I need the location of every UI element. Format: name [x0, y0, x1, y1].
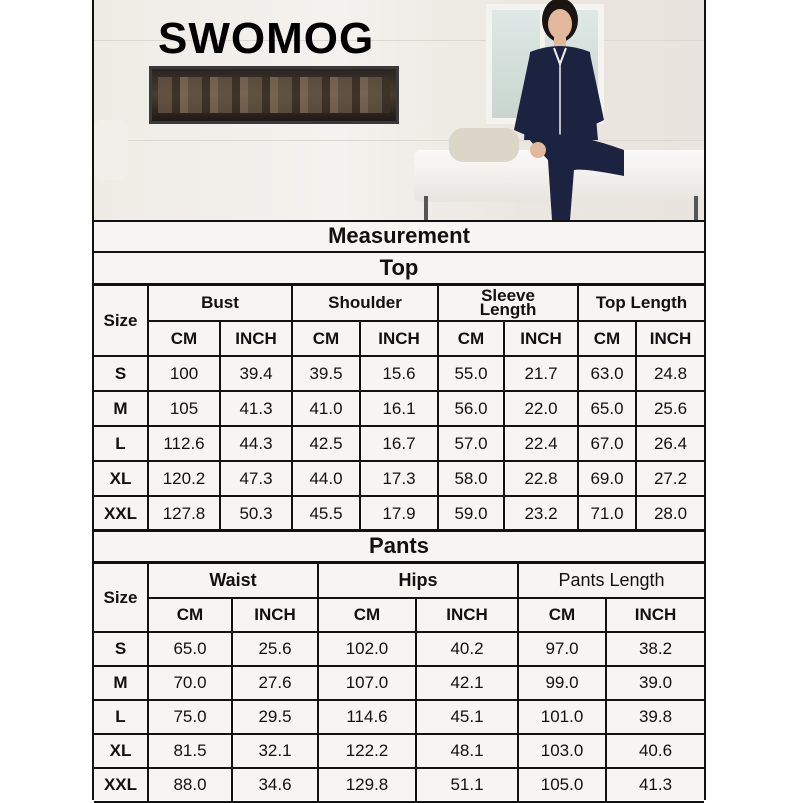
size-cell: L — [94, 700, 148, 734]
value-cell: 42.1 — [416, 666, 518, 700]
shoulder-header: Shoulder — [292, 285, 438, 321]
hips-header: Hips — [318, 563, 518, 598]
value-cell: 38.2 — [606, 632, 704, 666]
value-cell: 114.6 — [318, 700, 416, 734]
value-cell: 57.0 — [438, 426, 504, 461]
unit-inch: INCH — [416, 598, 518, 632]
value-cell: 99.0 — [518, 666, 606, 700]
value-cell: 23.2 — [504, 496, 578, 531]
sleeve-length-header — [438, 285, 578, 321]
value-cell: 34.6 — [232, 768, 318, 802]
value-cell: 63.0 — [578, 356, 636, 391]
value-cell: 102.0 — [318, 632, 416, 666]
value-cell: 29.5 — [232, 700, 318, 734]
table-row — [94, 426, 704, 461]
measurement-title: Measurement — [94, 220, 704, 253]
value-cell: 101.0 — [518, 700, 606, 734]
armchair — [94, 120, 128, 180]
value-cell: 105.0 — [518, 768, 606, 802]
value-cell: 75.0 — [148, 700, 232, 734]
size-cell: XL — [94, 734, 148, 768]
value-cell: 40.2 — [416, 632, 518, 666]
value-cell: 45.5 — [292, 496, 360, 531]
value-cell: 120.2 — [148, 461, 220, 496]
size-cell: M — [94, 391, 148, 426]
value-cell: 67.0 — [578, 426, 636, 461]
value-cell: 129.8 — [318, 768, 416, 802]
unit-cm: CM — [578, 321, 636, 356]
value-cell: 88.0 — [148, 768, 232, 802]
unit-inch: INCH — [360, 321, 438, 356]
pants-size-table — [94, 562, 704, 803]
pants-section-title: Pants — [94, 529, 704, 563]
top-size-table — [94, 284, 704, 532]
waist-header: Waist — [148, 563, 318, 598]
value-cell: 41.0 — [292, 391, 360, 426]
value-cell: 17.9 — [360, 496, 438, 531]
value-cell: 65.0 — [148, 632, 232, 666]
value-cell: 39.0 — [606, 666, 704, 700]
size-cell: S — [94, 356, 148, 391]
value-cell: 112.6 — [148, 426, 220, 461]
value-cell: 42.5 — [292, 426, 360, 461]
size-cell: S — [94, 632, 148, 666]
value-cell: 122.2 — [318, 734, 416, 768]
value-cell: 127.8 — [148, 496, 220, 531]
unit-inch: INCH — [504, 321, 578, 356]
table-row — [94, 391, 704, 426]
value-cell: 81.5 — [148, 734, 232, 768]
unit-cm: CM — [318, 598, 416, 632]
unit-inch: INCH — [606, 598, 704, 632]
value-cell: 70.0 — [148, 666, 232, 700]
size-cell: L — [94, 426, 148, 461]
value-cell: 22.0 — [504, 391, 578, 426]
value-cell: 65.0 — [578, 391, 636, 426]
value-cell: 25.6 — [636, 391, 704, 426]
unit-inch: INCH — [220, 321, 292, 356]
value-cell: 44.3 — [220, 426, 292, 461]
sleeve-line-1: Sleeve — [481, 286, 535, 305]
value-cell: 25.6 — [232, 632, 318, 666]
product-photo-banner — [94, 0, 704, 222]
bench-leg — [694, 196, 698, 220]
value-cell: 48.1 — [416, 734, 518, 768]
value-cell: 17.3 — [360, 461, 438, 496]
size-chart-sheet — [92, 0, 706, 800]
value-cell: 71.0 — [578, 496, 636, 531]
size-cell: M — [94, 666, 148, 700]
size-header: Size — [94, 563, 148, 632]
value-cell: 105 — [148, 391, 220, 426]
unit-cm: CM — [518, 598, 606, 632]
model-in-pajamas — [474, 0, 634, 220]
value-cell: 41.3 — [220, 391, 292, 426]
unit-cm: CM — [148, 598, 232, 632]
bust-header: Bust — [148, 285, 292, 321]
unit-inch: INCH — [232, 598, 318, 632]
value-cell: 28.0 — [636, 496, 704, 531]
unit-cm: CM — [148, 321, 220, 356]
value-cell: 41.3 — [606, 768, 704, 802]
value-cell: 45.1 — [416, 700, 518, 734]
value-cell: 21.7 — [504, 356, 578, 391]
value-cell: 55.0 — [438, 356, 504, 391]
value-cell: 100 — [148, 356, 220, 391]
value-cell: 24.8 — [636, 356, 704, 391]
top-length-header: Top Length — [578, 285, 704, 321]
value-cell: 22.8 — [504, 461, 578, 496]
pants-length-header: Pants Length — [518, 563, 704, 598]
table-row — [94, 700, 704, 734]
size-cell: XXL — [94, 496, 148, 531]
table-row — [94, 496, 704, 531]
value-cell: 56.0 — [438, 391, 504, 426]
value-cell: 16.7 — [360, 426, 438, 461]
size-header: Size — [94, 285, 148, 356]
fireplace — [149, 66, 399, 124]
table-row — [94, 356, 704, 391]
value-cell: 27.2 — [636, 461, 704, 496]
value-cell: 39.5 — [292, 356, 360, 391]
value-cell: 22.4 — [504, 426, 578, 461]
value-cell: 39.8 — [606, 700, 704, 734]
table-row — [94, 768, 704, 802]
value-cell: 103.0 — [518, 734, 606, 768]
value-cell: 107.0 — [318, 666, 416, 700]
value-cell: 27.6 — [232, 666, 318, 700]
table-row — [94, 666, 704, 700]
value-cell: 39.4 — [220, 356, 292, 391]
value-cell: 59.0 — [438, 496, 504, 531]
value-cell: 50.3 — [220, 496, 292, 531]
value-cell: 97.0 — [518, 632, 606, 666]
value-cell: 47.3 — [220, 461, 292, 496]
unit-cm: CM — [438, 321, 504, 356]
sleeve-line-2: Length — [479, 300, 537, 319]
value-cell: 15.6 — [360, 356, 438, 391]
table-row — [94, 632, 704, 666]
value-cell: 16.1 — [360, 391, 438, 426]
top-section-title: Top — [94, 253, 704, 285]
brand-logo-text: SWOMOG — [158, 14, 375, 63]
value-cell: 51.1 — [416, 768, 518, 802]
table-row — [94, 734, 704, 768]
unit-inch: INCH — [636, 321, 704, 356]
value-cell: 40.6 — [606, 734, 704, 768]
value-cell: 32.1 — [232, 734, 318, 768]
size-cell: XL — [94, 461, 148, 496]
value-cell: 26.4 — [636, 426, 704, 461]
value-cell: 58.0 — [438, 461, 504, 496]
bench-leg — [424, 196, 428, 220]
value-cell: 44.0 — [292, 461, 360, 496]
unit-cm: CM — [292, 321, 360, 356]
value-cell: 69.0 — [578, 461, 636, 496]
size-cell: XXL — [94, 768, 148, 802]
table-row — [94, 461, 704, 496]
